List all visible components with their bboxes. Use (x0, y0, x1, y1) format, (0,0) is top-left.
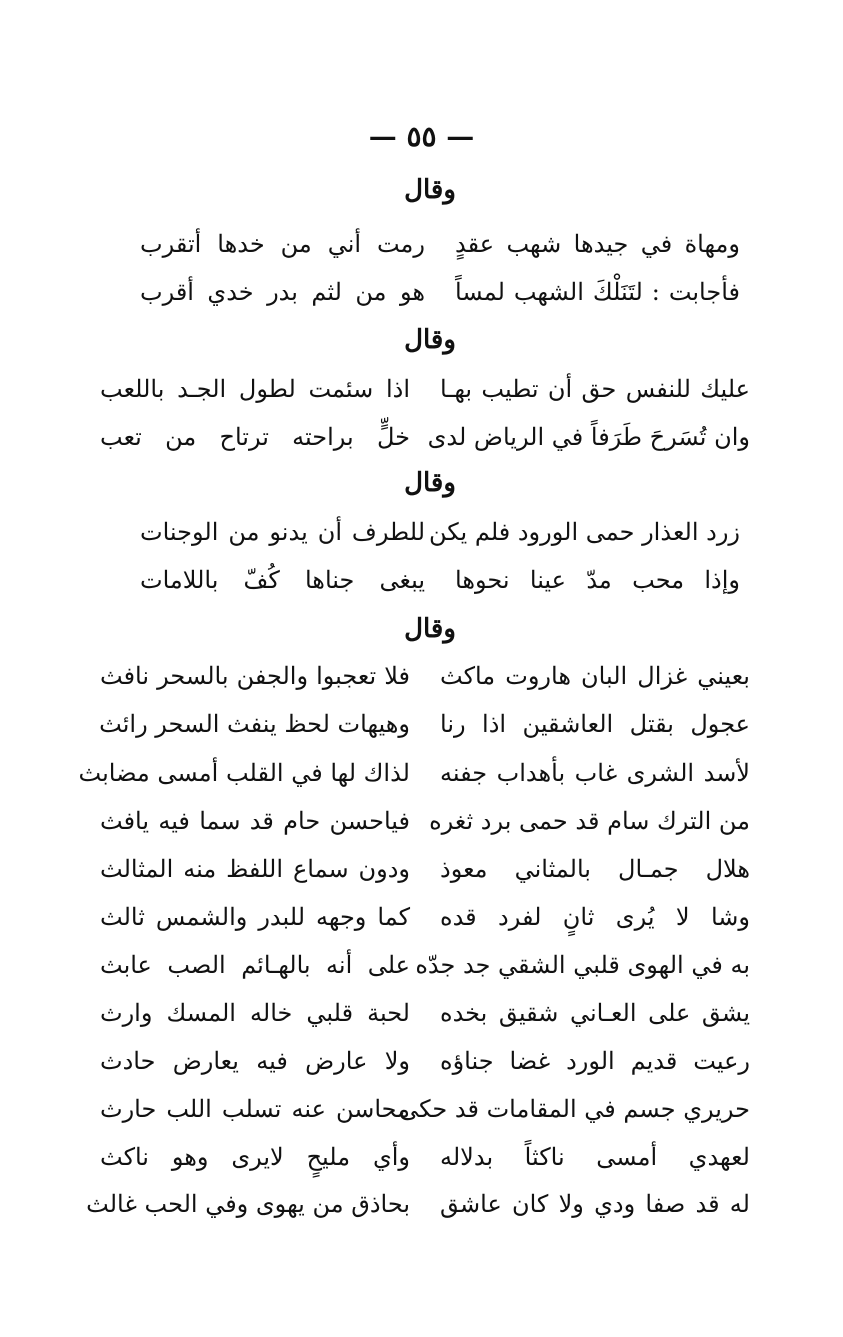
first-hemistich: يشق على العـاني شقيق بخده (440, 999, 750, 1027)
second-hemistich: للطرف أن يدنو من الوجنات (140, 518, 425, 546)
first-hemistich: ومهاة في جيدها شهب عقدٍ (455, 230, 740, 258)
first-hemistich: عجول بقتل العاشقين اذا رنا (440, 710, 750, 738)
verse (86, 1181, 750, 1227)
verse (100, 414, 750, 460)
section-heading: وقال (404, 614, 456, 644)
verse (100, 653, 750, 699)
second-hemistich: فلا تعجبوا والجفن بالسحر نافث (100, 662, 410, 690)
second-hemistich: على أنه بالهـائم الصب عابث (100, 951, 410, 979)
second-hemistich: هو من لثم بدر خدي أقرب (140, 278, 425, 306)
first-hemistich: وشا لا يُرى ثانٍ لفرد قده (440, 903, 750, 931)
first-hemistich: له قد صفا ودي ولا كان عاشق (440, 1190, 750, 1218)
first-hemistich: هلال جمـال بالمثاني معوذ (440, 855, 750, 883)
page-number: — ٥٥ — (368, 120, 475, 153)
verse (140, 557, 740, 603)
first-hemistich: لأسد الشرى غاب بأهداب جفنه (440, 759, 750, 787)
section-heading: وقال (404, 468, 456, 498)
second-hemistich: محاسن عنه تسلب اللب حارث (100, 1095, 410, 1123)
first-hemistich: وان تُسَرحَ طَرَفاً في الرياض لدى (427, 423, 750, 451)
verse (140, 221, 740, 267)
second-hemistich: رمت أني من خدها أتقرب (140, 230, 425, 258)
second-hemistich: كما وجهه للبدر والشمس ثالث (100, 903, 410, 931)
first-hemistich: بعيني غزال البان هاروت ماكث (440, 662, 750, 690)
second-hemistich: لحبة قلبي خاله المسك وارث (100, 999, 410, 1027)
second-hemistich: خلٍّ براحته ترتاح من تعب (100, 423, 410, 451)
first-hemistich: حريري جسم في المقامات قد حكى (399, 1095, 750, 1123)
verse (100, 366, 750, 412)
verse (100, 894, 750, 940)
first-hemistich: رعيت قديم الورد غضا جناؤه (440, 1047, 750, 1075)
section-heading: وقال (404, 175, 456, 205)
second-hemistich: وهيهات لحظ ينفث السحر رائث (99, 710, 410, 738)
verse (100, 1086, 750, 1132)
second-hemistich: بحاذق من يهوى وفي الحب غالث (86, 1190, 410, 1218)
first-hemistich: وإذا محب مدّ عينا نحوها (455, 566, 740, 594)
first-hemistich: عليك للنفس حق أن تطيب بهـا (440, 375, 750, 403)
section-heading: وقال (404, 325, 456, 355)
second-hemistich: فياحسن حام قد سما فيه يافث (100, 807, 410, 835)
verse (100, 701, 750, 747)
verse (140, 269, 740, 315)
first-hemistich: به في الهوى قلبي الشقي جد جدّه (415, 951, 750, 979)
verse (78, 750, 750, 796)
second-hemistich: يبغى جناها كُفّ باللامات (140, 566, 425, 594)
first-hemistich: لعهدي أمسى ناكثاً بدلاله (440, 1143, 750, 1171)
second-hemistich: وأي مليحٍ لايرى وهو ناكث (100, 1143, 410, 1171)
verse (100, 942, 750, 988)
verse (100, 798, 750, 844)
second-hemistich: اذا سئمت لطول الجـد باللعب (100, 375, 410, 403)
second-hemistich: لذاك لها في القلب أمسى مضابث (78, 759, 410, 787)
second-hemistich: ولا عارض فيه يعارض حادث (100, 1047, 410, 1075)
verse (100, 1134, 750, 1180)
first-hemistich: زرد العذار حمى الورود فلم يكن (429, 518, 740, 546)
first-hemistich: من الترك سام قد حمى برد ثغره (429, 807, 750, 835)
verse (100, 846, 750, 892)
verse (140, 509, 740, 555)
verse (100, 1038, 750, 1084)
second-hemistich: ودون سماع اللفظ منه المثالث (100, 855, 410, 883)
verse (100, 990, 750, 1036)
first-hemistich: فأجابت : لتَنَلْكَ الشهب لمساً (455, 278, 740, 306)
